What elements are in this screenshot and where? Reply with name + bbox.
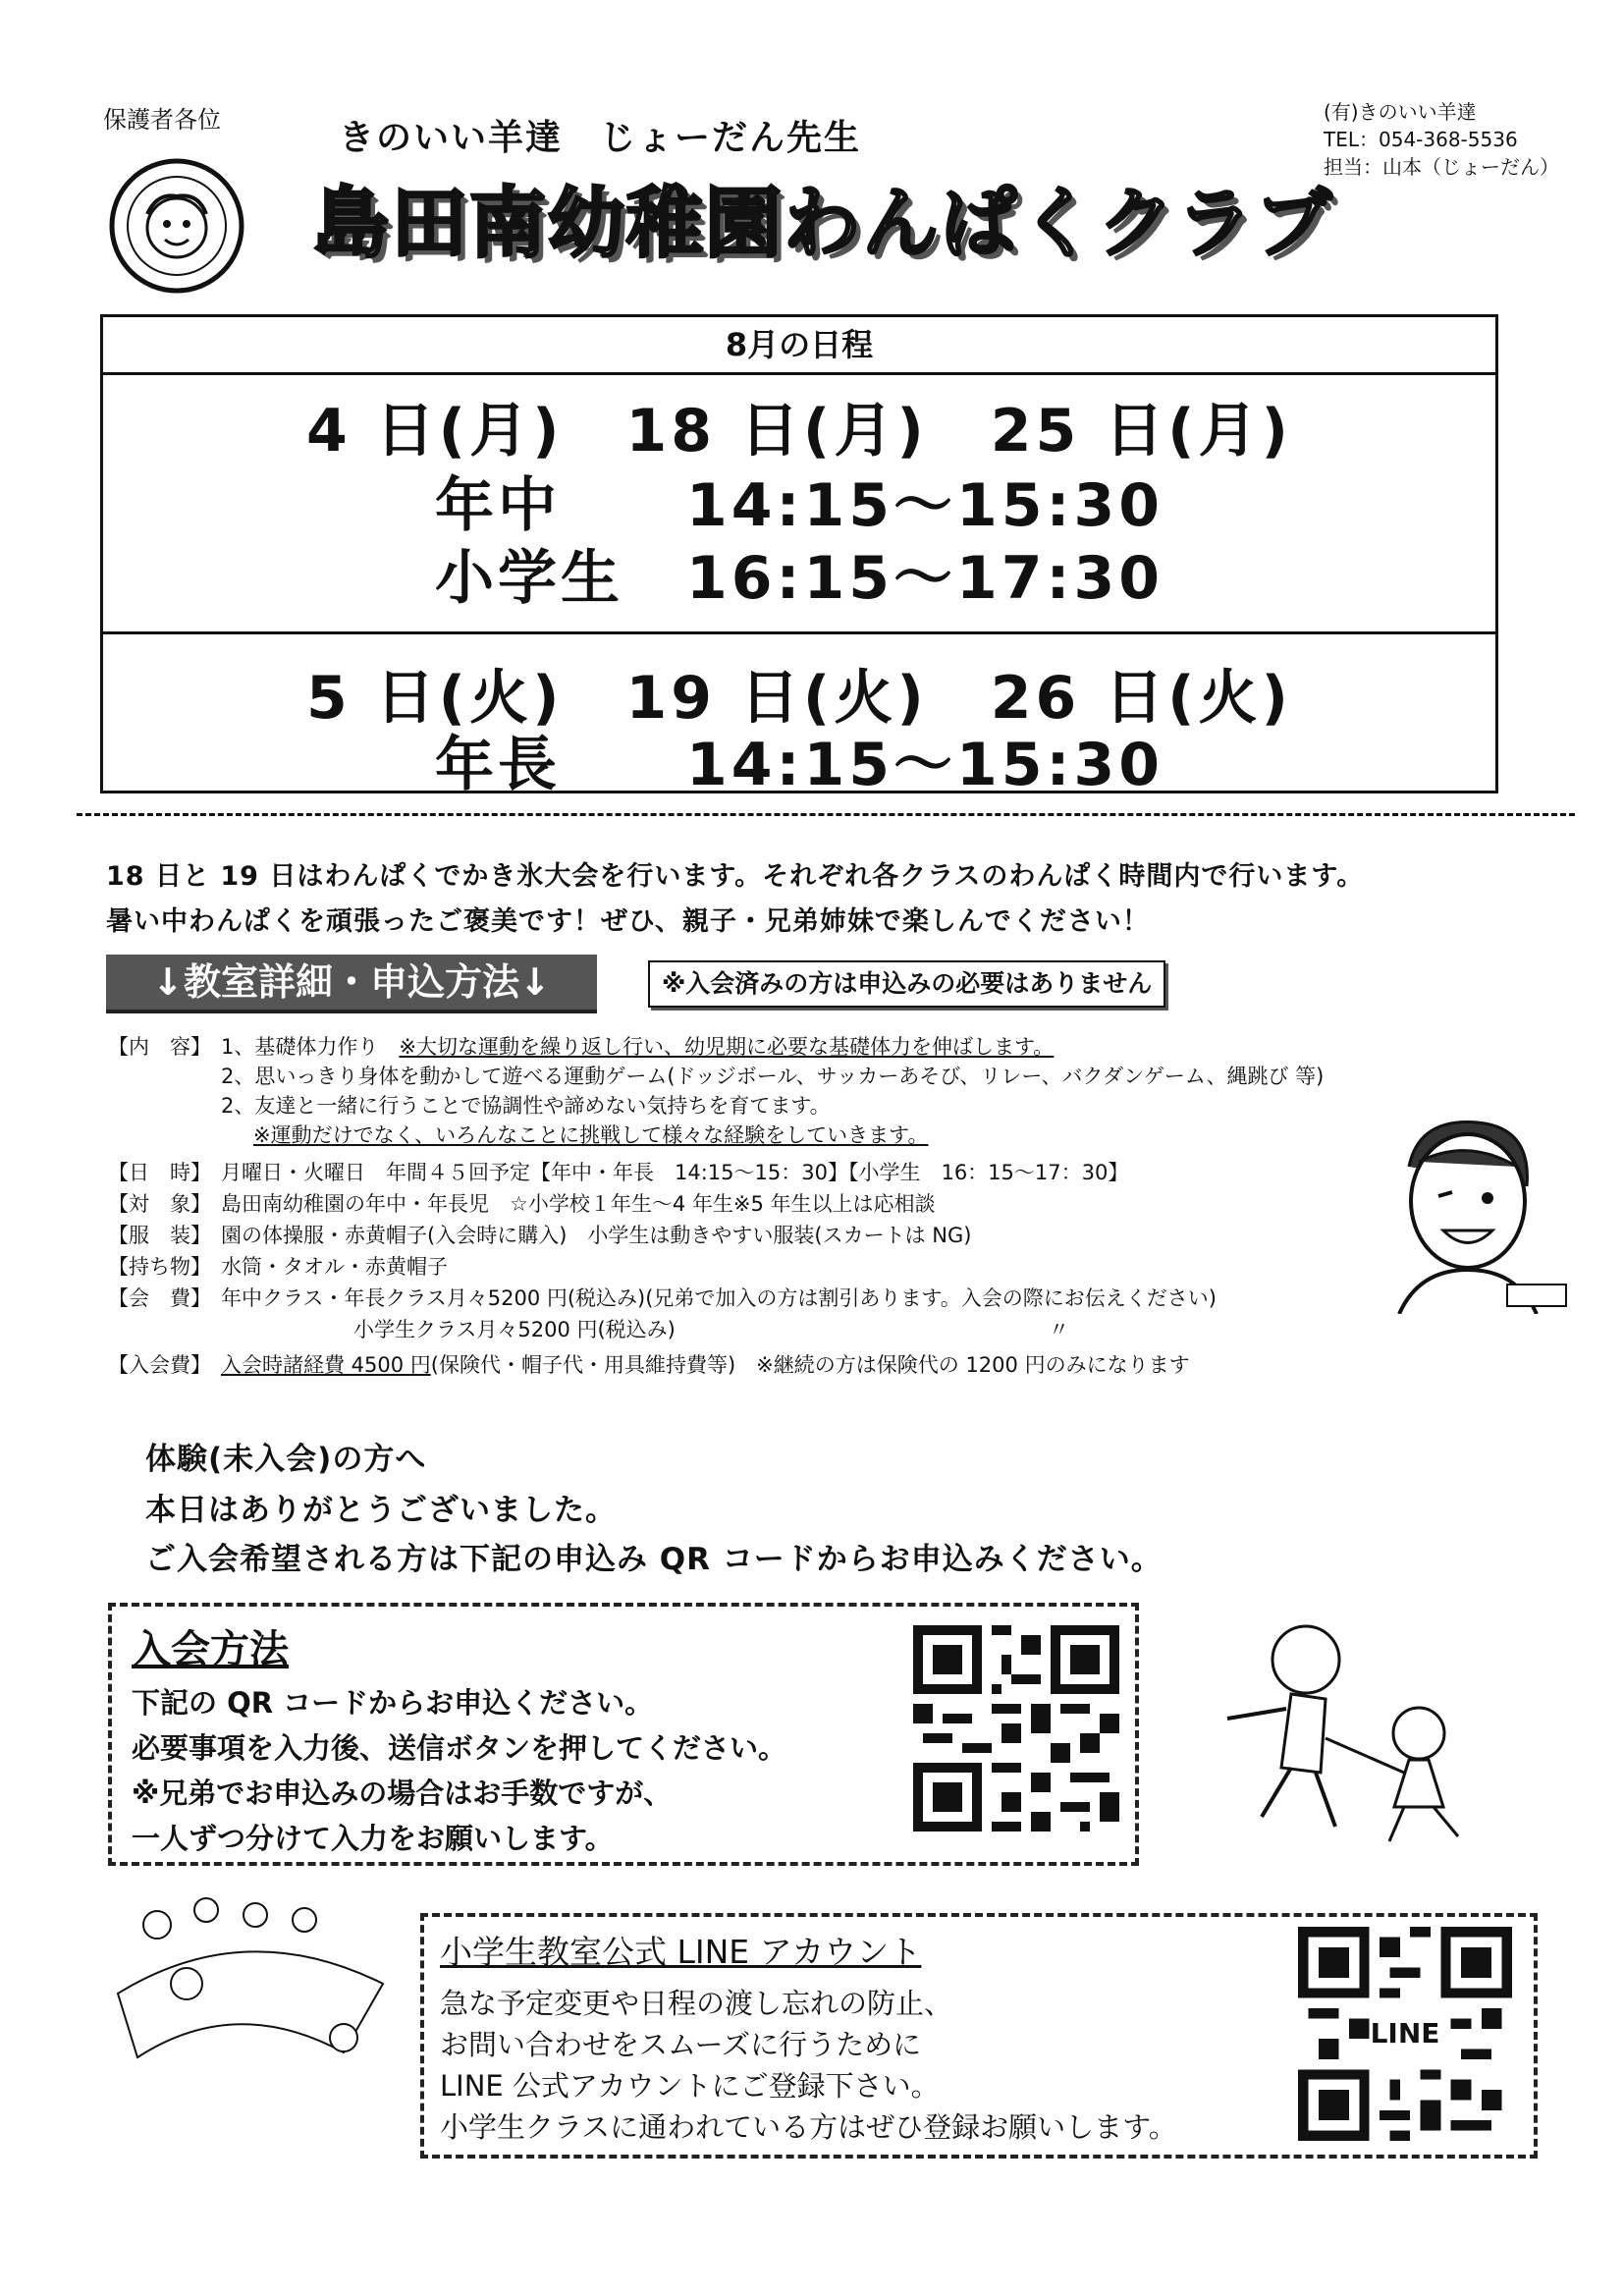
- detail-entry-fee: [108, 1349, 1190, 1379]
- line-account-line-3: LINE 公式アカウントにご登録下さい。: [440, 2069, 940, 2103]
- detail-target: [108, 1188, 936, 1218]
- detail-clothes: [108, 1220, 971, 1249]
- detail-label: 【入会費】: [108, 1353, 211, 1377]
- running-kids-illustration-icon: [1222, 1601, 1488, 1846]
- line-qr-code[interactable]: [1298, 1927, 1512, 2141]
- join-line-1: 下記の QR コードからお申込ください。: [132, 1686, 654, 1720]
- detail-label: 【内 容】: [108, 1035, 211, 1059]
- page-title: 島田南幼稚園わんぱくクラブ: [312, 180, 1334, 268]
- notice-line-2: 暑い中わんぱくを頑張ったご褒美です！ぜひ、親子・兄弟姉妹で楽しんでください！: [106, 906, 1150, 937]
- schedule-row-elementary: 小学生 16:15～17:30: [435, 544, 1164, 613]
- detail-label: 【対 象】: [108, 1192, 211, 1216]
- detail-content-4: ※運動だけでなく、いろんなことに挑戦して様々な経験をしていきます。: [253, 1123, 929, 1147]
- schedule-row-nenchu: 年中 14:15～15:30: [435, 471, 1164, 540]
- line-account-line-4: 小学生クラスに通われている方はぜひ登録お願いします。: [440, 2110, 1177, 2144]
- detail-text: 島田南幼稚園の年中・年長児 ☆小学校１年生～4 年生※5 年生以上は応相談: [221, 1192, 936, 1216]
- detail-fee-ditto: 〃: [1049, 1318, 1069, 1341]
- line-qr-label: LINE: [1370, 2017, 1440, 2050]
- detail-time: [108, 1157, 1128, 1186]
- company-info: [1324, 98, 1559, 181]
- addressee: 保護者各位: [103, 106, 221, 134]
- schedule-dates-mon: 4 日(月) 18 日(月) 25 日(月): [306, 397, 1292, 465]
- subtitle: きのいい羊達 じょーだん先生: [339, 118, 862, 158]
- trial-line-2: 本日はありがとうございました。: [145, 1493, 617, 1528]
- detail-label: 【服 装】: [108, 1224, 211, 1247]
- join-method-title: 入会方法: [132, 1627, 289, 1672]
- schedule-row-nencho: 年長 14:15～15:30: [435, 731, 1164, 799]
- detail-text: (保険代・帽子代・用具維持費等) ※継続の方は保険代の 1200 円のみになります: [430, 1353, 1190, 1377]
- trial-line-1: 体験(未入会)の方へ: [145, 1442, 427, 1477]
- detail-fee-elementary: 小学生クラス月々5200 円(税込み): [353, 1318, 676, 1341]
- detail-content-3: 2、友達と一緒に行うことで協調性や諦めない気持ちを育てます。: [221, 1094, 831, 1118]
- join-line-2: 必要事項を入力後、送信ボタンを押してください。: [132, 1731, 787, 1765]
- detail-text: 年中クラス・年長クラス月々5200 円(税込み)(兄弟で加入の方は割引あります。入会の際にお伝えください): [221, 1286, 1217, 1310]
- race-illustration-icon: [98, 1876, 393, 2062]
- detail-content-2: 2、思いっきり身体を動かして遊べる運動ゲーム(ドッジボール、サッカーあそび、リレー、バクダンゲーム、縄跳び 等): [221, 1065, 1325, 1088]
- schedule-box: [100, 314, 1498, 799]
- already-member-note: ※入会済みの方は申込みの必要はありません: [648, 960, 1165, 1008]
- line-account-line-1: 急な予定変更や日程の渡し忘れの防止、: [440, 1987, 953, 2020]
- line-account-line-2: お問い合わせをスムーズに行うために: [440, 2028, 922, 2061]
- teacher-illustration-icon: [1360, 1108, 1576, 1314]
- company-phone: TEL：054-368-5536: [1324, 128, 1518, 151]
- detail-fee: [108, 1283, 1217, 1312]
- schedule-heading: 8月の日程: [103, 317, 1495, 375]
- schedule-dates-tue: 5 日(火) 19 日(火) 26 日(火): [306, 664, 1292, 733]
- trial-line-3: ご入会希望される方は下記の申込み QR コードからお申込みください。: [145, 1542, 1163, 1577]
- line-account-title: 小学生教室公式 LINE アカウント: [440, 1933, 922, 1971]
- notice-line-1: 18 日と 19 日はわんぱくでかき氷大会を行います。それぞれ各クラスのわんぱく時間内で行います。: [106, 861, 1365, 892]
- signup-qr-code[interactable]: [913, 1625, 1119, 1831]
- schedule-divider: [103, 631, 1495, 634]
- join-line-4: 一人ずつ分けて入力をお願いします。: [132, 1822, 614, 1855]
- company-name: (有)きのいい羊達: [1324, 100, 1477, 124]
- detail-text: ※大切な運動を繰り返し行い、幼児期に必要な基礎体力を伸ばします。: [399, 1035, 1055, 1059]
- detail-text: 月曜日・火曜日 年間４５回予定【年中・年長 14:15～15：30】【小学生 16：15～17：30】: [221, 1161, 1129, 1184]
- method-heading: ↓教室詳細・申込方法↓: [106, 955, 597, 1013]
- detail-text: 水筒・タオル・赤黄帽子: [221, 1255, 448, 1279]
- join-line-3: ※兄弟でお申込みの場合はお手数ですが、: [132, 1777, 673, 1810]
- detail-items: [108, 1251, 448, 1281]
- detail-label: 【日 時】: [108, 1161, 211, 1184]
- dashed-divider: [77, 813, 1575, 816]
- sheep-logo-icon: [108, 157, 245, 295]
- detail-text: 1、基礎体力作り: [221, 1035, 400, 1059]
- detail-label: 【持ち物】: [108, 1255, 211, 1279]
- detail-content-1: [108, 1031, 1054, 1061]
- detail-label: 【会 費】: [108, 1286, 211, 1310]
- detail-text: 園の体操服・赤黄帽子(入会時に購入) 小学生は動きやすい服装(スカートは NG): [221, 1224, 972, 1247]
- detail-text: 入会時諸経費 4500 円: [221, 1353, 431, 1377]
- company-contact: 担当：山本（じょーだん）: [1324, 155, 1559, 179]
